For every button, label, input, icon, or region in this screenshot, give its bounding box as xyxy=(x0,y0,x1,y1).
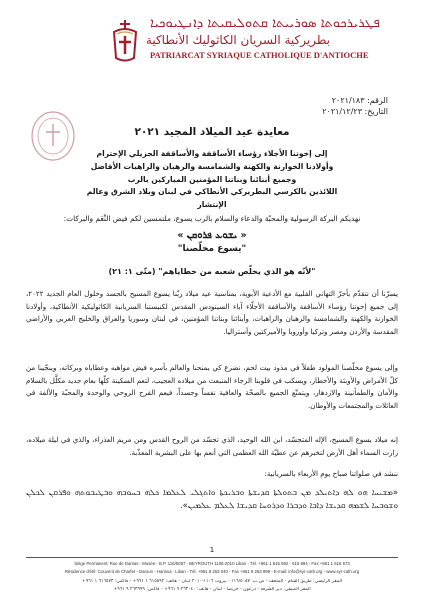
footer-summer-residence-fr: Résidence d'été: Couvent de Charfet - Daroun - Harissa - Liban - Tél. +961 9 263 040 - Fax +961 9 263 999 - E-mail: info@syr-cath.org - www.syr-cath.org xyxy=(64,569,360,574)
footer-divider xyxy=(26,557,398,558)
arabic-theme-title: "يسوع مخلّصنا" xyxy=(177,244,247,254)
recipient-line: وأولادنا الخوارنة والكهنة والشمامسة والرهبان والراهبات الأفاضل xyxy=(90,161,334,171)
letterhead xyxy=(0,14,424,74)
syriac-prayer-text: «ܡܫܝܚܐ ܗܘ ܠܗ ܕܐܬܝܠܕ ܡܢ ܒܬܘܠܬܐ ܩܕܝܫܬܐ ܘܒܪܝܟܬܐ ܘܐܬܓܠܝ ܠܥܠܡܐ ܟܠܗ ܒܚܘܒܗ ܘܒܛܝܒܘܬܗ ܘܦܪܩܢ ܠܟܠܢ ܘܫܘܒܚܐ ܠܫܡܗ ܩܕܝܫܐ ܕܐܒܐ ܘܕܒܪܐ ܘܕܪܘܚܐ ܩܕܝܫܐ ܠܥܠܡ ܥܠܡܝܢ». xyxy=(26,487,398,510)
recipient-line: اللائذين بالكرسي البطريركي الأنطاكي في لبنان وبلاد الشرق وعالم الإنتشار xyxy=(86,187,338,210)
header-arabic-name: بطريركية السريان الكاثوليك الأنطاكية xyxy=(145,33,330,47)
header-french-name: PATRIARCAT SYRIAQUE CATHOLIQUE D'ANTIOCHE xyxy=(150,50,369,60)
greeting-line: نهديكم البركة الرسولية والمحبّة والدعاء والسلام بالرب يسوع، ملتمسين لكم فيض النِّعَم والبركات: xyxy=(63,214,361,223)
recipients-block xyxy=(78,148,346,212)
body-paragraph: إنه ميلاد يسوع المسيح، الإله المتجسّد، ابن الله الوحيد، الذي تجسّد من الروح القدس ومن مريم العذراء، والذي في ليلة ميلاده، زارت السماء أهل الأرض لتخبرهم عن عطيّة الله العظمى التي أنعم بها على البشرية المعذّبة. xyxy=(26,435,398,457)
patriarchate-emblem-icon xyxy=(108,18,142,64)
reference-number: الرقم: ٢٠٢١/١٨٣ xyxy=(331,96,388,105)
scripture-verse: "لأنّه هو الذي يخلّص شعبه من خطاياهم" (متّى ١: ٢١) xyxy=(108,267,316,276)
body-paragraph: وإلى يسوع مخلّصنا المولود طفلاً في مذود بيت لحم، نضرع كي يمنحنا والعالم بأسره فيض مواهبه وعطاياه وبركاته، وينجّينا من كلّ الأمراض والأوبئة والأخطار، ويسكب في قلوبنا الرجاء المنبعث من ميلاده العجيب، لتعم السكينة كلّها بعام جديد مكلَّل بالسلام والأمان والطمأنينة والازدهار، ويتمتّع الجميع بالصحّة والعافية نفساً وجسداً، فيعم الفرح الروحي والوحدة والمحبّة والألفة في العائلات والمجتمعات والأوطان. xyxy=(26,363,398,410)
footer-address-ar: المقر الرئيسي: طريق الشام - المتحف - ص.ب. ١١٦/٥٠٨٧ - بيروت ١١٠٦-٢٠١٠ لبنان - هاتف: ٦١٥٨٩٢ ١ ٩٦١+ - فاكس: ٦١٦٥٧٣ ١ ٩٦١+ xyxy=(81,579,343,584)
letter-title: معايدة عيد الميلاد المجيد ٢٠٢١ xyxy=(134,126,290,138)
reference-date: التاريخ: ٢٠٢١/١٢/٢٣ xyxy=(322,107,388,116)
footer-summer-residence-ar: المقر الصيفي: دير الشرفة - درعون - حريصا - لبنان - هاتف: ٢٦٣٠٤٠ ٩ ٩٦١+ - فاكس: ٢٦٣٩٩٩ ٩ ٩٦١+ xyxy=(113,587,311,592)
body-paragraph: يسرّنا أن نتقدّم بأحرّ التهاني القلبية مع الأدعية الأبوية، بمناسبة عيد ميلاد ربّنا يسوع المسيح بالجسد وحلول العام الجديد ٢٠٢٢، إلى جميع إخوتنا رؤساء الأساقفة والأساقفة الأجلّاء آباء السينودس المقدس لكنيستنا السريانية الكاثوليكية الأنطاكية، وأولادنا الخوارنة والكهنة والشمامسة والرهبان والراهبات، وأبنائنا وبناتنا المؤمنين، في لبنان وسوريا والعراق والخليج العربي والأراضي المقدسة والأردن ومصر وتركيا وأوروبا والأميركتين وأستراليا. xyxy=(26,289,398,336)
body-paragraph: ننشد في صلواتنا صباح يوم الأربعاء بالسريانية: xyxy=(264,469,398,478)
page-number: 1 xyxy=(209,546,215,554)
footer-address-fr: Siège Permanent: Rue de Damas - Musée - B.P. 116/5087 - BEYROUTH 1106-2010 Liban - Tél. +961 1 615 892 - 615 894 - Fax +961 1 616 573 xyxy=(74,561,350,566)
recipient-line: وجميع أبنائنا وبناتنا المؤمنين المباركين بالرب xyxy=(127,174,297,184)
header-syriac-name: ܦܛܪܝܪܟܘܬܐ ܣܘܪܝܝܬܐ ܩܬܘܠܝܩܝܬܐ ܕܐܢܛܝܘܟܝܐ xyxy=(150,16,380,31)
syriac-theme-title: « ܝܫܘܥ ܦܪܘܩܢ » xyxy=(177,230,247,241)
recipient-line: إلى إخوتنا الأجلاء رؤساء الأساقفة والأساقفة الجزيلي الإحترام xyxy=(96,149,328,158)
